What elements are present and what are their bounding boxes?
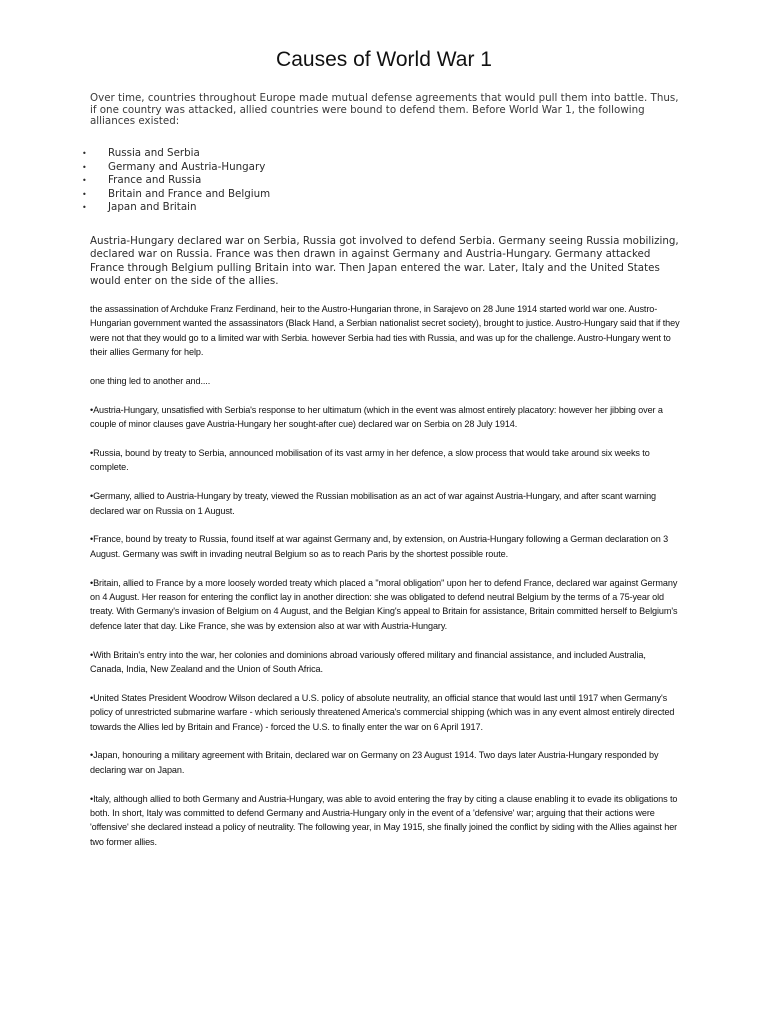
bullet-icon: • xyxy=(82,176,87,186)
list-item xyxy=(82,147,482,161)
paragraph-britain: •Britain, allied to France by a more loosely worded treaty which placed a "moral obligation" upon her to defend France, declared war against Germany on 4 August. Her reason for entering the conflict lay in another direction: she was obligated to defend neutral Belgium by the terms of a 75-year old treaty. With Germany's invasion of Belgium on 4 August, and the Belgian King's appeal to Britain for assistance, Britain committed herself to Belgium's defence later that day. Like France, she was by extension also at war with Austria-Hungary. xyxy=(90,577,678,631)
alliance-list xyxy=(82,147,482,215)
body-text xyxy=(90,302,680,864)
paragraph-germany: •Germany, allied to Austria-Hungary by treaty, viewed the Russian mobilisation as an act of war against Austria-Hungary, and after scant warning declared war on Russia on 1 August. xyxy=(90,491,657,516)
list-item xyxy=(82,161,482,175)
list-item xyxy=(82,201,482,215)
bullet-icon: • xyxy=(82,162,87,172)
bullet-icon: • xyxy=(82,189,87,199)
summary-paragraph: Austria-Hungary declared war on Serbia, Russia got involved to defend Serbia. Germany seeing Russia mobilizing, declared war on Russia. France was then drawn in against Germany and Austria-Hungary. Germany attacked France through Belgium pulling Britain into war. Then Japan entered the war. Later, Italy and the United States would enter on the side of the allies. xyxy=(90,235,679,288)
paragraph-austria-hungary: •Austria-Hungary, unsatisfied with Serbia's response to her ultimatum (which in the event was almost entirely placatory: however her jibbing over a couple of minor clauses gave Austria-Hungary her sought-after cue) declared war on Serbia on 28 July 1914. xyxy=(90,404,663,430)
paragraph-russia: •Russia, bound by treaty to Serbia, announced mobilisation of its vast army in her defence, a slow process that would take around six weeks to complete. xyxy=(90,448,650,473)
alliance-label: Russia and Serbia xyxy=(108,147,200,159)
paragraph-united-states: •United States President Woodrow Wilson declared a U.S. policy of absolute neutrality, an official stance that would last until 1917 when Germany's policy of unrestricted submarine warfare - which seriously threatened America's commercial shipping (which was in any event almost entirely directed towards the Allies led by Britain and France) - forced the U.S. to finally enter the war on 6 April 1917. xyxy=(90,692,675,732)
list-item xyxy=(82,188,482,202)
bullet-icon: • xyxy=(82,203,87,213)
paragraph-assassination: the assassination of Archduke Franz Ferdinand, heir to the Austro-Hungarian throne, in Sarajevo on 28 June 1914 started world war one. Austro-Hungarian government wanted the assassinators (Black Hand, a Serbian nationalist secret society), brought to justice. Austro-Hungary said that if they were not that they would go to a limited war with Serbia. however Serbia had ties with Russia, and was up for the challenge. Austro-Hungary went to their allies Germany for help. xyxy=(90,304,680,358)
paragraph-italy: •Italy, although allied to both Germany and Austria-Hungary, was able to avoid entering the fray by citing a clause enabling it to evade its obligations to both. In short, Italy was committed to defend Germany and Austria-Hungary only in the event of a 'defensive' war; arguing that their actions were 'offensive' she declared instead a policy of neutrality. The following year, in May 1915, she finally joined the conflict by siding with the Allies against her two former allies. xyxy=(90,793,678,847)
paragraph-france: •France, bound by treaty to Russia, found itself at war against Germany and, by extension, on Austria-Hungary following a German declaration on 3 August. Germany was swift in invading neutral Belgium so as to reach Paris by the shortest possible route. xyxy=(90,534,669,559)
paragraph-colonies: •With Britain's entry into the war, her colonies and dominions abroad variously offered military and financial assistance, and included Australia, Canada, India, New Zealand and the Union of South Africa. xyxy=(90,649,646,675)
intro-paragraph: Over time, countries throughout Europe made mutual defense agreements that would pull them into battle. Thus, if one country was attacked, allied countries were bound to defend them. Before World War 1, the following alliances existed: xyxy=(90,92,679,128)
alliance-label: France and Russia xyxy=(108,174,202,187)
alliance-label: Japan and Britain xyxy=(108,201,197,214)
paragraph-transition: one thing led to another and.... xyxy=(90,376,211,387)
bullet-icon: • xyxy=(82,149,87,158)
list-item xyxy=(82,174,482,188)
alliance-label: Germany and Austria-Hungary xyxy=(108,160,266,173)
page-title: Causes of World War 1 xyxy=(276,48,492,71)
alliance-label: Britain and France and Belgium xyxy=(108,187,271,200)
paragraph-japan: •Japan, honouring a military agreement with Britain, declared war on Germany on 23 August 1914. Two days later Austria-Hungary responded by declaring war on Japan. xyxy=(90,750,659,775)
